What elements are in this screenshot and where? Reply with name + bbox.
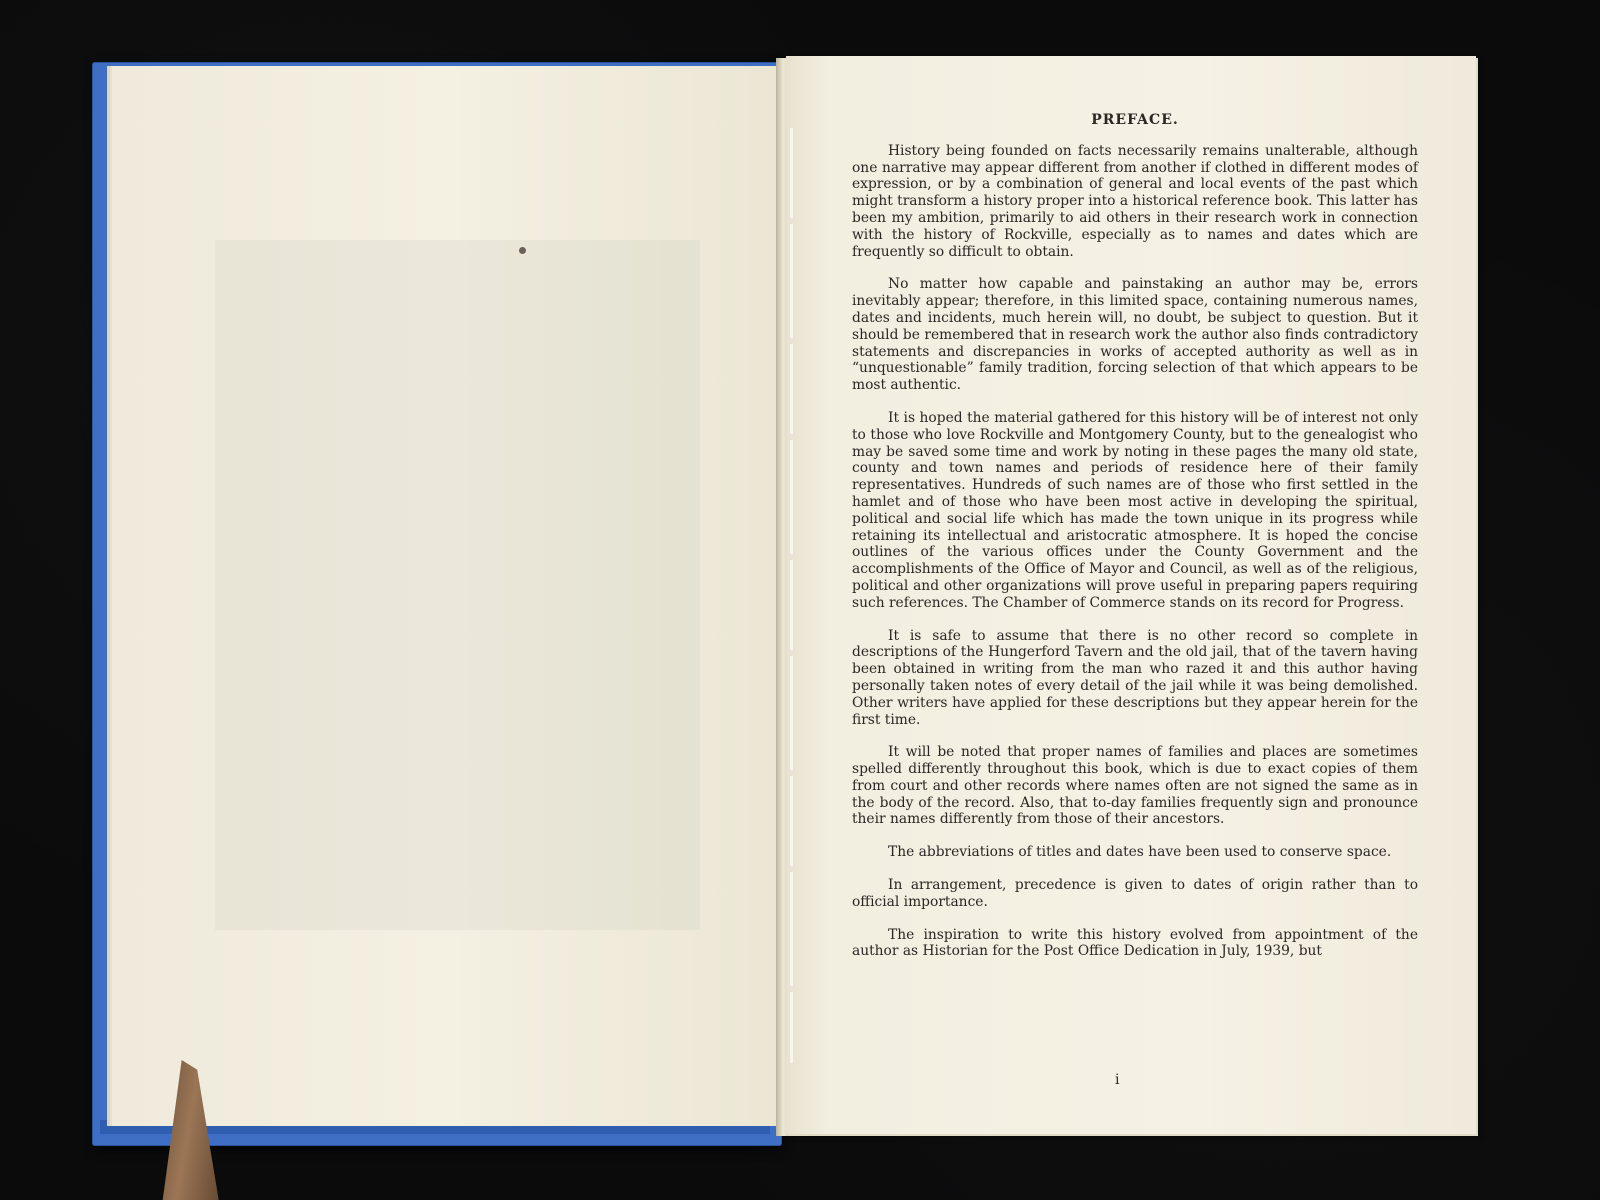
preface-paragraph-7: In arrangement, precedence is given to dates of origin rather than to official importance.	[852, 877, 1418, 910]
preface-paragraph-5: It will be noted that proper names of families and places are sometimes spelled differently throughout this book, which is due to exact copies of them from court and other records where names often are not signed the same as in the body of the record. Also, that to-day families frequently sign and pronounce their names differently from those of their ancestors.	[852, 744, 1418, 828]
preface-paragraph-6: The abbreviations of titles and dates have been used to conserve space.	[888, 844, 1392, 861]
preface-paragraph-4: It is safe to assume that there is no other record so complete in descriptions of the Hungerford Tavern and the old jail, that of the tavern having been obtained in writing from the man who razed it and this author having personally taken notes of every detail of the jail while it was being demolished. Other writers have applied for these descriptions but they appear herein for the first time.	[852, 627, 1418, 728]
preface-title: PREFACE.	[1091, 112, 1179, 128]
preface-paragraph-2: No matter how capable and painstaking an author may be, errors inevitably appear; therefore, in this limited space, containing numerous names, dates and incidents, much herein will, no doubt, be subject to question. But it should be remembered that in research work the author also finds contradictory statements and discrepancies in works of accepted authority as well as in “unquestionable” family tradition, forcing selection of that which appears to be most authentic.	[852, 276, 1418, 394]
left-page-show-through	[215, 240, 700, 930]
binding-thread	[790, 128, 793, 1063]
ink-spot	[519, 247, 526, 254]
preface-paragraph-3: It is hoped the material gathered for this history will be of interest not only to those who love Rockville and Montgomery County, but to the genealogist who may be saved some time and work by noting in these pages the many old state, county and town names and periods of residence here of their family representatives. Hundreds of such names are of those who first settled in the hamlet and of those who have been most active in developing the spiritual, political and social life which has made the town unique in its progress while retaining its intellectual and aristocratic atmosphere. It is hoped the concise outlines of the various offices under the County Government and the accomplishments of the Office of Mayor and Council, as well as of the religious, political and other organizations will prove useful in preparing papers requiring such references. The Chamber of Commerce stands on its record for Progress.	[852, 409, 1418, 611]
preface-paragraph-1: History being founded on facts necessarily remains unalterable, although one narrative may appear different from another if clothed in different modes of expression, or by a combination of general and local events of the past which might transform a history proper into a historical reference book. This latter has been my ambition, primarily to aid others in their research work in connection with the history of Rockville, especially as to names and dates which are frequently so difficult to obtain.	[852, 142, 1418, 260]
page-number: i	[1115, 1072, 1120, 1088]
preface-text	[852, 112, 1418, 976]
preface-paragraph-8: The inspiration to write this history evolved from appointment of the author as Historian for the Post Office Dedication in July, 1939, but	[852, 926, 1418, 960]
